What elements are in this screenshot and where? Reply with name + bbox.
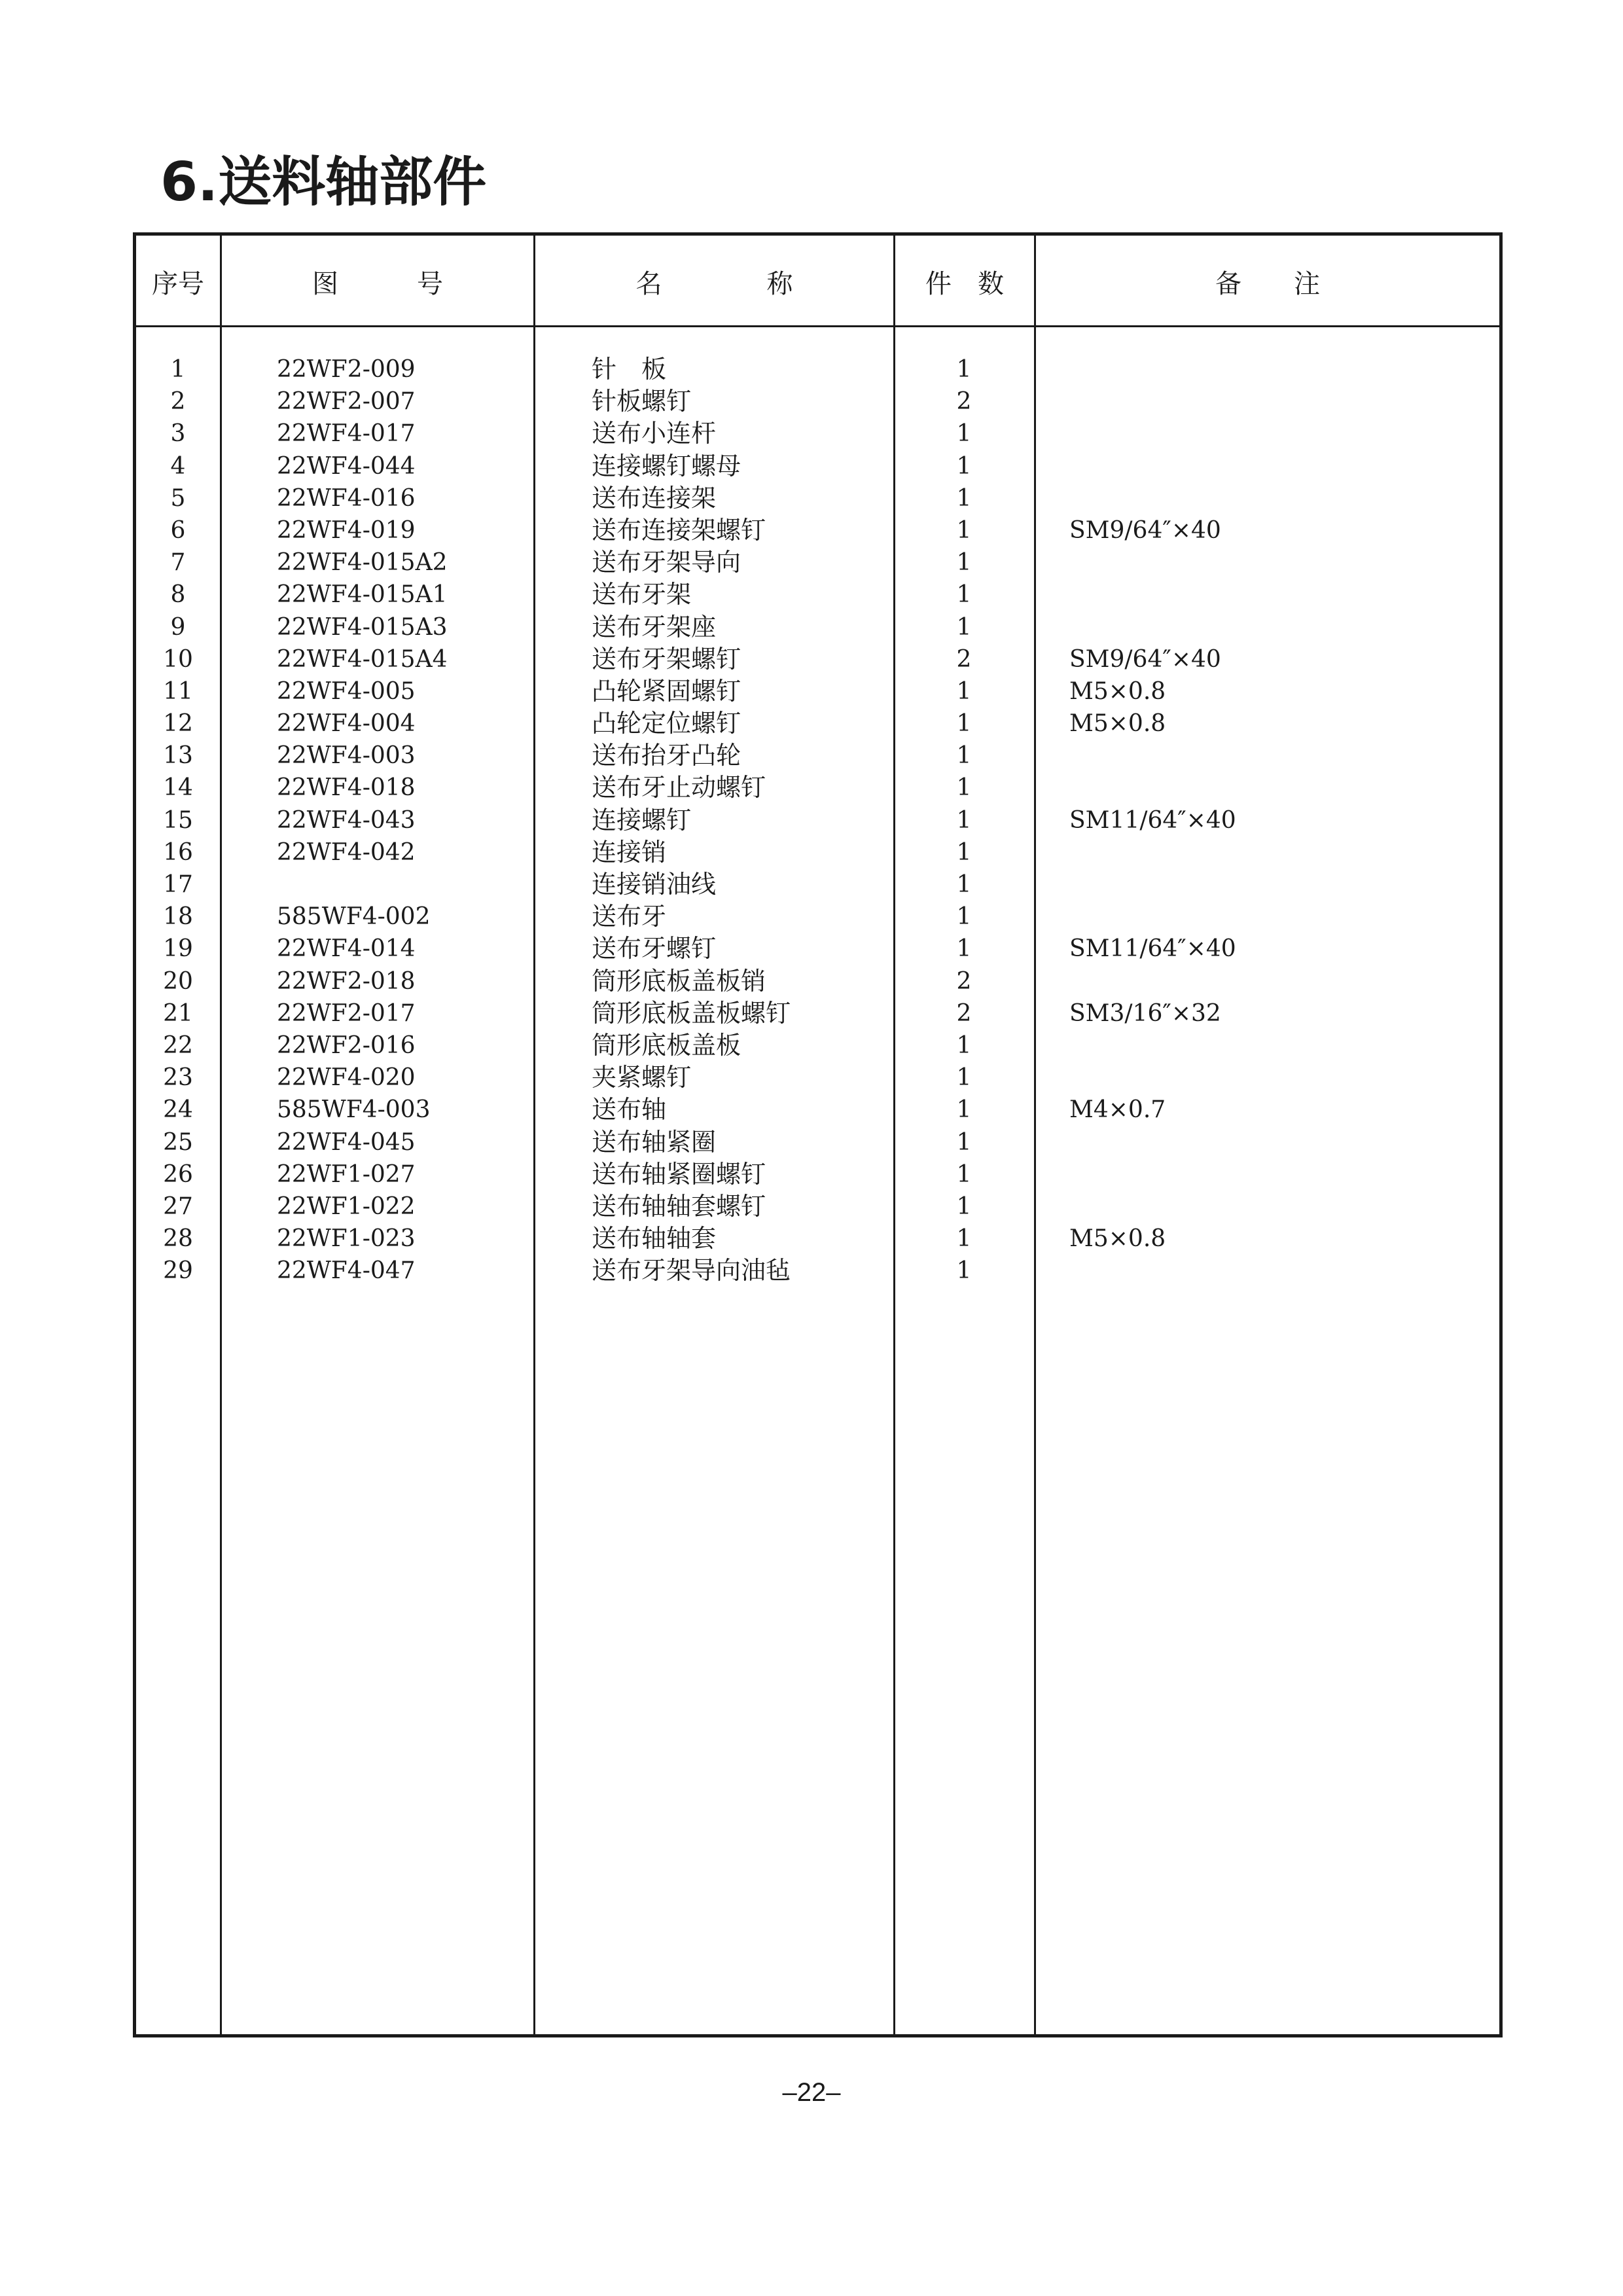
part-number: 22WF4-047 xyxy=(277,1257,416,1285)
part-number: 585WF4-002 xyxy=(277,903,431,931)
part-name: 送布抬牙凸轮 xyxy=(592,741,741,770)
row-number: 7 xyxy=(170,549,186,577)
part-number: 22WF2-007 xyxy=(277,388,416,416)
remark: SM3/16″×32 xyxy=(1069,999,1221,1027)
remark xyxy=(1069,1126,1488,1158)
table-row xyxy=(136,418,1499,450)
remark: SM11/64″×40 xyxy=(1069,806,1236,834)
row-number: 2 xyxy=(170,388,186,416)
part-number: 22WF4-017 xyxy=(277,420,416,448)
remark: SM9/64″×40 xyxy=(1069,516,1221,544)
row-number: 25 xyxy=(163,1128,193,1156)
part-number: 22WF4-044 xyxy=(277,452,416,480)
row-number: 23 xyxy=(163,1064,193,1092)
quantity: 1 xyxy=(956,774,972,802)
table-row xyxy=(136,386,1499,418)
table-row xyxy=(136,482,1499,514)
header-quantity: 件 数 xyxy=(925,268,1004,299)
part-number: 22WF2-009 xyxy=(277,356,416,383)
part-name: 送布牙架导向 xyxy=(592,548,741,577)
table-row xyxy=(136,708,1499,740)
part-name: 送布牙架导向油毡 xyxy=(592,1256,791,1285)
remark xyxy=(1069,547,1488,579)
part-name: 送布牙螺钉 xyxy=(592,934,717,963)
part-number: 22WF4-014 xyxy=(277,935,416,963)
table-row xyxy=(136,1126,1499,1158)
remark: M5×0.8 xyxy=(1069,1225,1166,1253)
remark xyxy=(1069,740,1488,772)
remark xyxy=(1069,1062,1488,1094)
table-row xyxy=(136,643,1499,675)
part-number: 22WF4-043 xyxy=(277,806,416,834)
quantity: 1 xyxy=(956,742,972,770)
remark: M4×0.7 xyxy=(1069,1096,1166,1124)
table-row xyxy=(136,450,1499,482)
part-name: 送布连接架螺钉 xyxy=(592,515,766,545)
table-row xyxy=(136,1030,1499,1062)
row-number: 10 xyxy=(163,645,193,673)
table-row xyxy=(136,772,1499,804)
quantity: 1 xyxy=(956,806,972,834)
part-name: 送布牙架 xyxy=(592,580,692,609)
part-name: 凸轮紧固螺钉 xyxy=(592,676,741,706)
table-row xyxy=(136,675,1499,708)
remark xyxy=(1069,611,1488,643)
part-name: 送布轴 xyxy=(592,1095,667,1124)
quantity: 1 xyxy=(956,1193,972,1220)
quantity: 1 xyxy=(956,581,972,609)
quantity: 1 xyxy=(956,356,972,383)
header-part-number: 图 号 xyxy=(312,268,443,299)
quantity: 2 xyxy=(956,645,972,673)
part-number: 22WF4-019 xyxy=(277,516,416,544)
part-number: 22WF2-016 xyxy=(277,1031,416,1059)
part-number: 22WF4-018 xyxy=(277,774,416,802)
part-name: 送布轴紧圈 xyxy=(592,1127,717,1157)
table-row xyxy=(136,804,1499,836)
remark xyxy=(1069,482,1488,514)
quantity: 1 xyxy=(956,1128,972,1156)
quantity: 1 xyxy=(956,484,972,512)
part-number: 22WF4-004 xyxy=(277,710,416,738)
part-number: 22WF4-015A2 xyxy=(277,549,448,577)
part-name: 连接销 xyxy=(592,837,667,867)
remark xyxy=(1069,353,1488,386)
quantity: 1 xyxy=(956,903,972,931)
part-name: 针 板 xyxy=(592,355,667,384)
row-number: 1 xyxy=(170,356,186,383)
row-number: 18 xyxy=(163,903,193,931)
table-row xyxy=(136,740,1499,772)
table-row xyxy=(136,1191,1499,1223)
part-name: 筒形底板盖板销 xyxy=(592,966,766,996)
quantity: 1 xyxy=(956,935,972,963)
remark xyxy=(1069,418,1488,450)
row-number: 8 xyxy=(170,581,186,609)
remark: SM11/64″×40 xyxy=(1069,935,1236,963)
row-number: 28 xyxy=(163,1225,193,1253)
remark xyxy=(1069,450,1488,482)
row-number: 6 xyxy=(170,516,186,544)
quantity: 1 xyxy=(956,1064,972,1092)
part-name: 连接螺钉 xyxy=(592,805,692,834)
table-row xyxy=(136,1158,1499,1191)
table-row xyxy=(136,1255,1499,1287)
part-name: 送布牙架座 xyxy=(592,612,717,641)
header-remarks: 备 注 xyxy=(1215,268,1320,299)
row-number: 16 xyxy=(163,838,193,866)
remark xyxy=(1069,869,1488,901)
table-row xyxy=(136,1094,1499,1126)
table-row xyxy=(136,514,1499,547)
part-number: 22WF2-018 xyxy=(277,967,416,995)
quantity: 1 xyxy=(956,838,972,866)
parts-table xyxy=(133,232,1503,2037)
part-name: 凸轮定位螺钉 xyxy=(592,709,741,738)
table-row xyxy=(136,547,1499,579)
part-name: 送布牙架螺钉 xyxy=(592,644,741,673)
quantity: 1 xyxy=(956,613,972,641)
page-number: –22– xyxy=(782,2078,841,2107)
quantity: 2 xyxy=(956,388,972,416)
part-name: 送布牙 xyxy=(592,902,667,931)
part-number: 22WF4-020 xyxy=(277,1064,416,1092)
table-row xyxy=(136,901,1499,933)
page-title: 6.送料轴部件 xyxy=(160,151,487,213)
table-row xyxy=(136,579,1499,611)
part-number: 22WF1-022 xyxy=(277,1193,416,1220)
part-name: 连接销油线 xyxy=(592,870,717,899)
row-number: 26 xyxy=(163,1160,193,1188)
part-number: 22WF1-027 xyxy=(277,1160,416,1188)
quantity: 1 xyxy=(956,871,972,898)
part-name: 筒形底板盖板螺钉 xyxy=(592,998,791,1028)
row-number: 11 xyxy=(163,677,193,705)
header-name: 名 称 xyxy=(635,268,793,299)
quantity: 1 xyxy=(956,549,972,577)
quantity: 1 xyxy=(956,1257,972,1285)
part-number: 22WF4-016 xyxy=(277,484,416,512)
remark: M5×0.8 xyxy=(1069,677,1166,705)
part-name: 送布轴轴套螺钉 xyxy=(592,1191,766,1221)
part-name: 夹紧螺钉 xyxy=(592,1063,692,1092)
header-no: 序号 xyxy=(152,268,204,299)
remark xyxy=(1069,1030,1488,1062)
remark xyxy=(1069,836,1488,869)
quantity: 1 xyxy=(956,516,972,544)
part-number: 22WF4-015A3 xyxy=(277,613,448,641)
table-row xyxy=(136,965,1499,997)
part-name: 送布轴轴套 xyxy=(592,1224,717,1253)
part-number: 22WF2-017 xyxy=(277,999,416,1027)
remark xyxy=(1069,1255,1488,1287)
part-number: 22WF4-015A4 xyxy=(277,645,448,673)
quantity: 1 xyxy=(956,1225,972,1253)
row-number: 13 xyxy=(163,742,193,770)
remark xyxy=(1069,965,1488,997)
row-number: 12 xyxy=(163,710,193,738)
table-row xyxy=(136,353,1499,386)
table-row xyxy=(136,933,1499,965)
quantity: 1 xyxy=(956,1160,972,1188)
quantity: 1 xyxy=(956,710,972,738)
part-name: 送布轴紧圈螺钉 xyxy=(592,1159,766,1189)
quantity: 2 xyxy=(956,967,972,995)
row-number: 5 xyxy=(170,484,186,512)
row-number: 3 xyxy=(170,420,186,448)
part-name: 连接螺钉螺母 xyxy=(592,451,741,480)
remark xyxy=(1069,772,1488,804)
part-number: 22WF4-045 xyxy=(277,1128,416,1156)
part-name: 针板螺钉 xyxy=(592,387,692,416)
part-name: 送布牙止动螺钉 xyxy=(592,773,766,802)
row-number: 4 xyxy=(170,452,186,480)
table-row xyxy=(136,869,1499,901)
quantity: 1 xyxy=(956,677,972,705)
quantity: 1 xyxy=(956,420,972,448)
quantity: 1 xyxy=(956,1096,972,1124)
remark xyxy=(1069,1191,1488,1223)
table-row xyxy=(136,836,1499,869)
quantity: 1 xyxy=(956,452,972,480)
row-number: 29 xyxy=(163,1257,193,1285)
table-body xyxy=(136,353,1499,1287)
quantity: 2 xyxy=(956,999,972,1027)
row-number: 27 xyxy=(163,1193,193,1220)
part-number: 22WF4-005 xyxy=(277,677,416,705)
remark xyxy=(1069,386,1488,418)
row-number: 14 xyxy=(163,774,193,802)
table-row xyxy=(136,1062,1499,1094)
row-number: 17 xyxy=(163,871,193,898)
remark: M5×0.8 xyxy=(1069,710,1166,738)
part-number: 22WF4-042 xyxy=(277,838,416,866)
part-name: 送布小连杆 xyxy=(592,419,717,448)
row-number: 15 xyxy=(163,806,193,834)
row-number: 22 xyxy=(163,1031,193,1059)
table-row xyxy=(136,997,1499,1030)
remark xyxy=(1069,1158,1488,1191)
row-number: 19 xyxy=(163,935,193,963)
part-number xyxy=(277,869,526,901)
part-number: 585WF4-003 xyxy=(277,1096,431,1124)
remark xyxy=(1069,901,1488,933)
row-number: 21 xyxy=(163,999,193,1027)
quantity: 1 xyxy=(956,1031,972,1059)
row-number: 24 xyxy=(163,1096,193,1124)
table-row xyxy=(136,1223,1499,1255)
remark xyxy=(1069,579,1488,611)
part-name: 送布连接架 xyxy=(592,483,717,512)
table-row xyxy=(136,611,1499,643)
part-number: 22WF1-023 xyxy=(277,1225,416,1253)
part-name: 筒形底板盖板 xyxy=(592,1030,741,1060)
part-number: 22WF4-015A1 xyxy=(277,581,448,609)
row-number: 20 xyxy=(163,967,193,995)
part-number: 22WF4-003 xyxy=(277,742,416,770)
remark: SM9/64″×40 xyxy=(1069,645,1221,673)
row-number: 9 xyxy=(170,613,186,641)
